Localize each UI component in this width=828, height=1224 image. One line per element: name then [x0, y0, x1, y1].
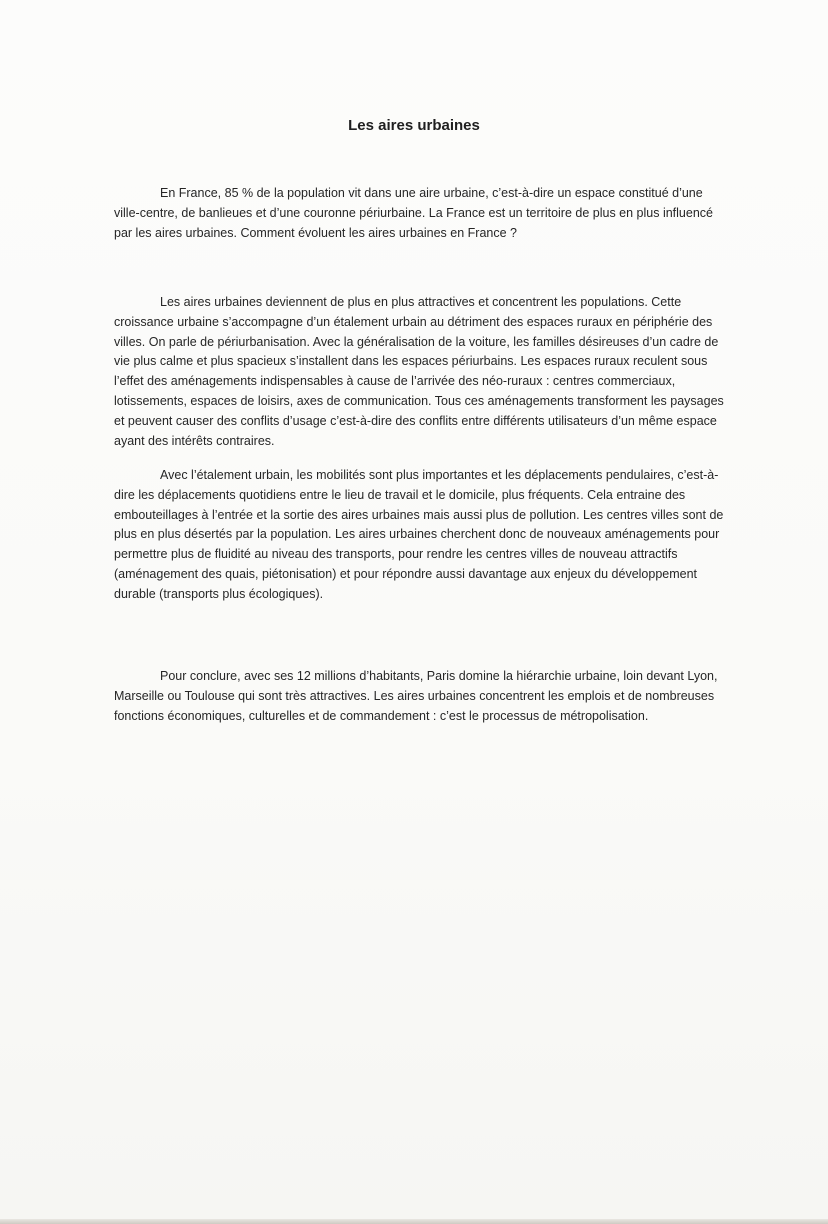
paragraph-conclusion: Pour conclure, avec ses 12 millions d’habitants, Paris domine la hiérarchie urbaine, loin devant Lyon, Marseille ou Toulouse qui sont très attractives. Les aires urbaines concentrent les emplois et de nombreuses fonctions économiques, culturelles et de commandement : c’est le processus de métropolisation.: [114, 669, 718, 723]
paragraph-mobilites: Avec l’étalement urbain, les mobilités sont plus importantes et les déplacements pendulaires, c’est-à-dire les déplacements quotidiens entre le lieu de travail et le domicile, plus fréquents. Cela entraine des embouteillages à l’entrée et la sortie des aires urbaines mais aussi plus de pollution. Les centres villes sont de plus en plus désertés par la population. Les aires urbaines cherchent donc de nouveaux aménagements pour permettre plus de fluidité au niveau des transports, pour rendre les centres villes de nouveau attractifs (aménagement des quais, piétonisation) et pour répondre aussi davantage aux enjeux du développement durable (transports plus écologiques).: [114, 468, 724, 601]
paragraph-introduction: En France, 85 % de la population vit dans une aire urbaine, c’est-à-dire un espace constitué d’une ville-centre, de banlieues et d’une couronne périurbaine. La France est un territoire de plus en plus influencé par les aires urbaines. Comment évoluent les aires urbaines en France ?: [114, 186, 713, 240]
paragraph-periurbanisation: Les aires urbaines deviennent de plus en plus attractives et concentrent les populations. Cette croissance urbaine s’accompagne d’un étalement urbain au détriment des espaces ruraux en périphérie des villes. On parle de périurbanisation. Avec la généralisation de la voiture, les familles désireuses d’un cadre de vie plus calme et plus spacieux s’installent dans les espaces périurbains. Les espaces ruraux reculent sous l’effet des aménagements indispensables à cause de l’arrivée des néo-ruraux : centres commerciaux, lotissements, espaces de loisirs, axes de communication. Tous ces aménagements transforment les paysages et peuvent causer des conflits d’usage c’est-à-dire des conflits entre différents utilisateurs d’un même espace ayant des intérêts contraires.: [114, 295, 724, 448]
page-bottom-edge: [0, 1219, 828, 1224]
document-title: Les aires urbaines: [348, 117, 480, 134]
